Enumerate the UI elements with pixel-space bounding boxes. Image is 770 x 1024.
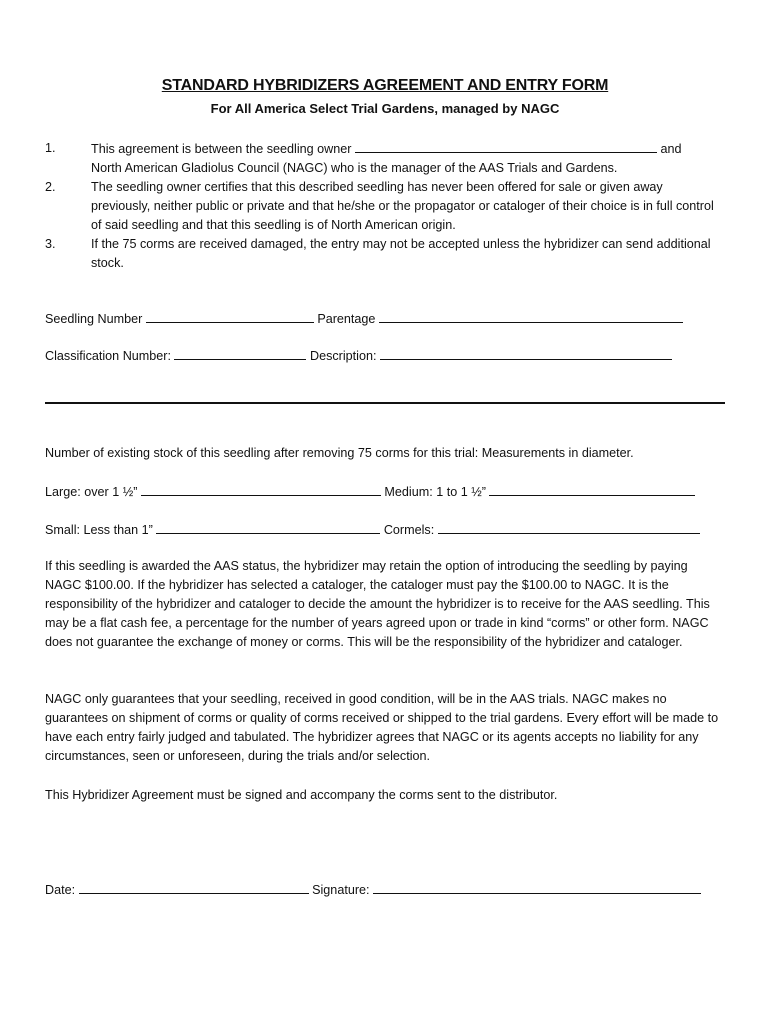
medium-label: Medium: 1 to 1 ½” [384,485,486,499]
stock-intro: Number of existing stock of this seedling after removing 75 corms for this trial: Measurements in diameter. [45,446,634,460]
small-label: Small: Less than 1” [45,523,153,537]
small-field[interactable] [156,520,380,534]
form-title: STANDARD HYBRIDIZERS AGREEMENT AND ENTRY FORM [161,77,609,94]
cormels-field[interactable] [438,520,700,534]
classification-row [45,346,672,366]
agreement-item-1 [45,139,725,178]
large-label: Large: over 1 ½” [45,485,138,499]
signature-label: Signature: [312,883,370,897]
agreement-item-3 [45,235,725,273]
signature-notice: This Hybridizer Agreement must be signed and accompany the corms sent to the distributor. [45,788,558,802]
medium-field[interactable] [489,482,695,496]
seedling-number-label: Seedling Number [45,312,143,326]
item-number: 3. [45,237,56,251]
item-3-text: If the 75 corms are received damaged, the entry may not be accepted unless the hybridizer can send additional stock. [91,237,711,270]
seedling-owner-field[interactable] [355,139,657,153]
form-subtitle: For All America Select Trial Gardens, managed by NAGC [210,101,560,116]
aas-status-paragraph: If this seedling is awarded the AAS status, the hybridizer may retain the option of introducing the seedling by paying NAGC $100.00. If the hybridizer has selected a cataloger, the cataloger must pay the $100.00 to NAGC. It is the responsibility of the hybridizer and cataloger to decide the amount the hybridizer is to receive for the AAS seedling. This may be a flat cash fee, a percentage for the number of years agreed upon or trade in kind “corms” or other form. NAGC does not guarantee the exchange of money or corms. This will be the responsibility of the hybridizer and cataloger. [45,559,710,649]
small-cormels-row [45,520,700,540]
parentage-field[interactable] [379,309,683,323]
classification-number-label: Classification Number: [45,349,171,363]
item-1-text-continued: North American Gladiolus Council (NAGC) who is the manager of the AAS Trials and Gardens. [91,161,618,175]
description-field[interactable] [380,346,672,360]
cormels-label: Cormels: [383,523,435,537]
date-signature-row [45,880,701,900]
seedling-number-field[interactable] [146,309,314,323]
parentage-label: Parentage [317,312,376,326]
seedling-row [45,309,683,329]
signature-field[interactable] [373,880,701,894]
item-2-text: The seedling owner certifies that this described seedling has never been offered for sale or given away previously, neither public or private and that he/she or the propagator or cataloger of their choice is in full control of said seedling and that this seedling is of North American origin. [91,180,714,232]
agreement-list [45,139,725,273]
large-field[interactable] [141,482,381,496]
guarantee-paragraph: NAGC only guarantees that your seedling, received in good condition, will be in the AAS trials. NAGC makes no guarantees on shipment of corms or quality of corms received or shipped to the trial gardens. Every effort will be made to have each entry fairly judged and tabulated. The hybridizer agrees that NAGC or its agents accepts no liability for any circumstances, seen or unforeseen, during the trials and/or selection. [45,692,719,763]
item-1-text-end: and [660,142,682,156]
item-1-text-start: This agreement is between the seedling owner [91,142,352,156]
large-medium-row [45,482,695,502]
agreement-item-2 [45,178,725,235]
date-field[interactable] [79,880,309,894]
item-number: 2. [45,180,56,194]
section-divider [45,402,725,404]
description-label: Description: [309,349,377,363]
date-label: Date: [45,883,76,897]
classification-number-field[interactable] [174,346,306,360]
item-number: 1. [45,141,56,155]
